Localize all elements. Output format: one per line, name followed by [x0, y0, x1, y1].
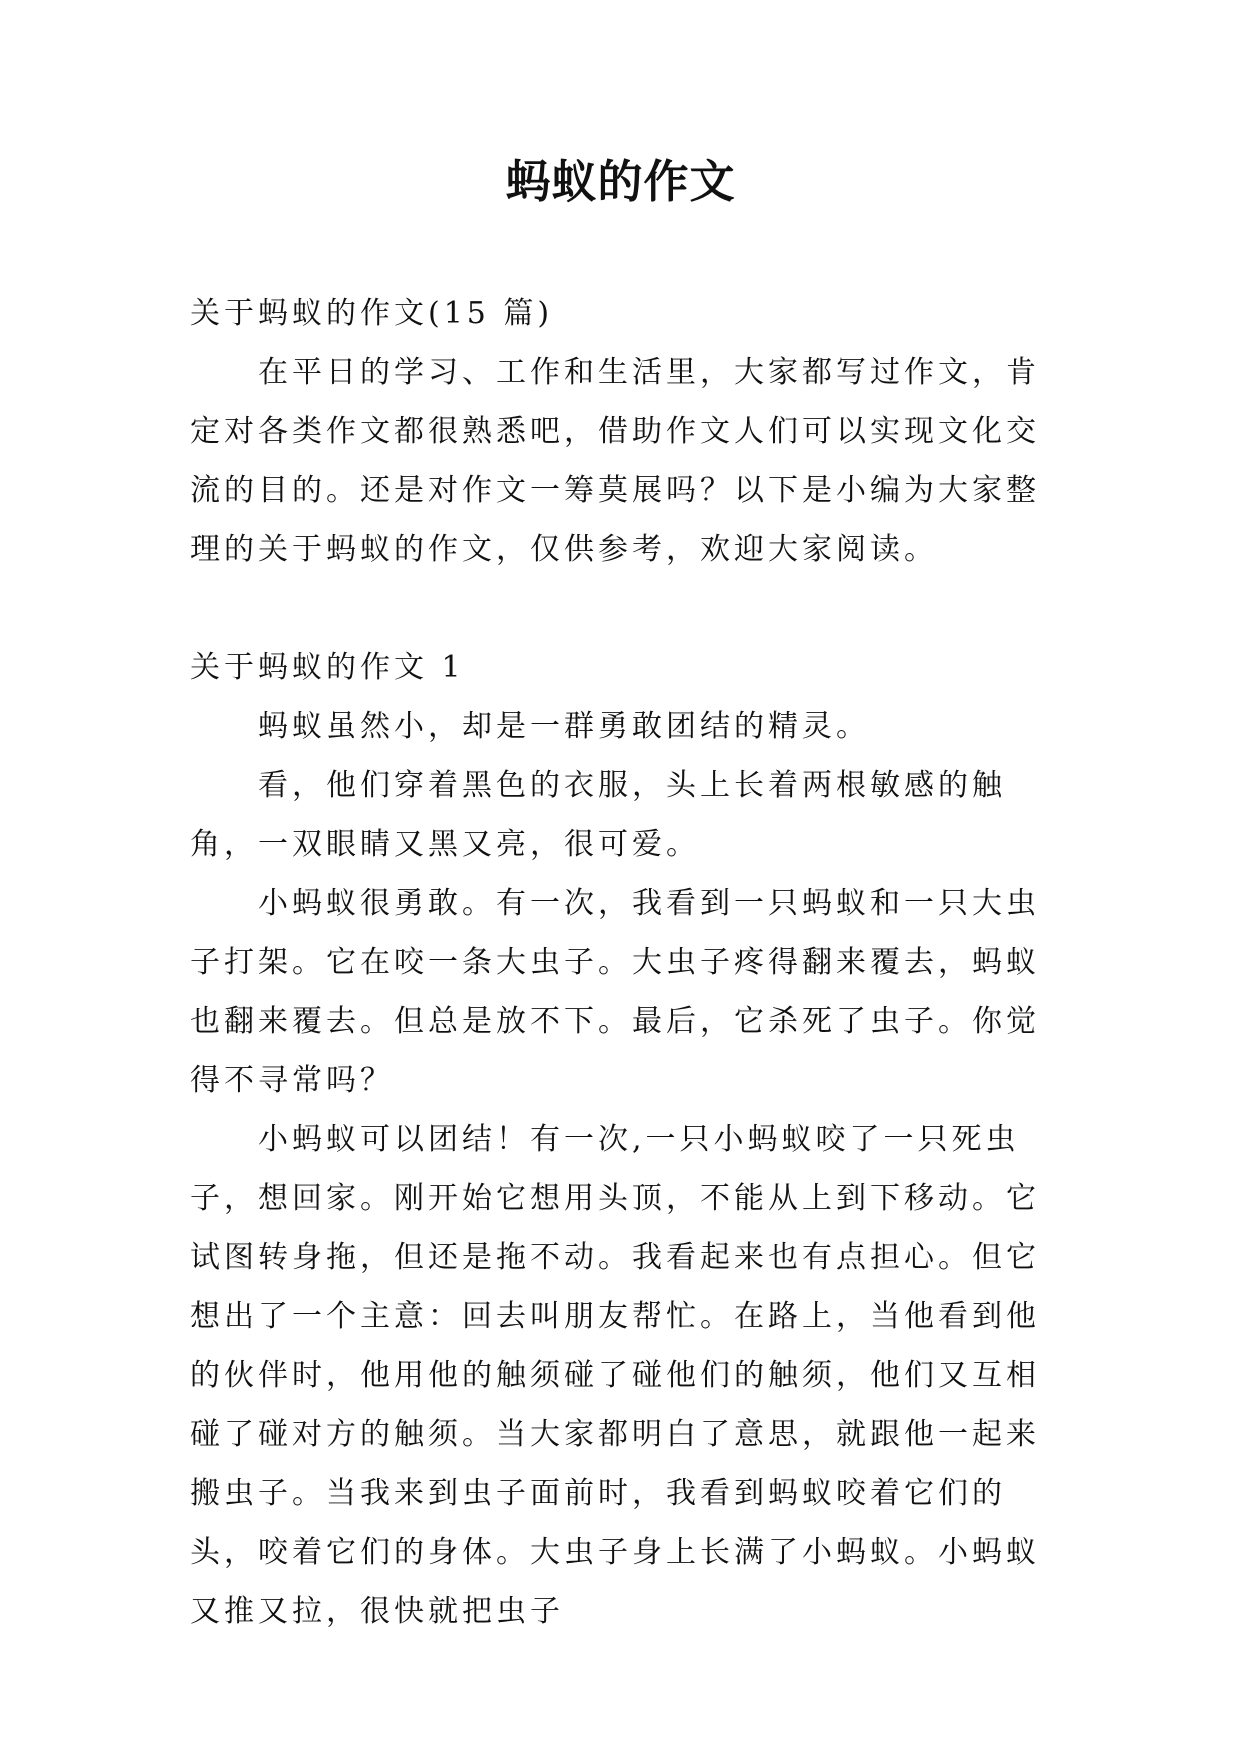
section-paragraph: 小蚂蚁可以团结！有一次,一只小蚂蚁咬了一只死虫子，想回家。刚开始它想用头顶，不能从上到下移动。它试图转身拖，但还是拖不动。我看起来也有点担心。但它想出了一个主意：回去叫朋友帮忙。在路上，当他看到他的伙伴时，他用他的触须碰了碰他们的触须，他们又互相碰了碰对方的触须。当大家都明白了意思，就跟他一起来搬虫子。当我来到虫子面前时，我看到蚂蚁咬着它们的头，咬着它们的身体。大虫子身上长满了小蚂蚁。小蚂蚁又推又拉，很快就把虫子: [190, 1122, 1040, 1629]
paragraph-gap: [190, 579, 1050, 638]
section-paragraph: 小蚂蚁很勇敢。有一次，我看到一只蚂蚁和一只大虫子打架。它在咬一条大虫子。大虫子疼得翻来覆去，蚂蚁也翻来覆去。但总是放不下。最后，它杀死了虫子。你觉得不寻常吗？: [190, 886, 1040, 1098]
section-heading: 关于蚂蚁的作文 1: [190, 650, 465, 685]
section-paragraph: 看，他们穿着黑色的衣服，头上长着两根敏感的触角，一双眼睛又黑又亮，很可爱。: [190, 768, 1006, 862]
section-paragraph: 蚂蚁虽然小，却是一群勇敢团结的精灵。: [258, 709, 870, 744]
document-body: [190, 284, 1050, 1641]
document-title: 蚂蚁的作文: [505, 155, 736, 208]
collection-subtitle: 关于蚂蚁的作文(15 篇): [190, 296, 554, 331]
intro-paragraph: 在平日的学习、工作和生活里，大家都写过作文，肯定对各类作文都很熟悉吧，借助作文人们可以实现文化交流的目的。还是对作文一筹莫展吗？以下是小编为大家整理的关于蚂蚁的作文，仅供参考，欢迎大家阅读。: [190, 355, 1040, 567]
